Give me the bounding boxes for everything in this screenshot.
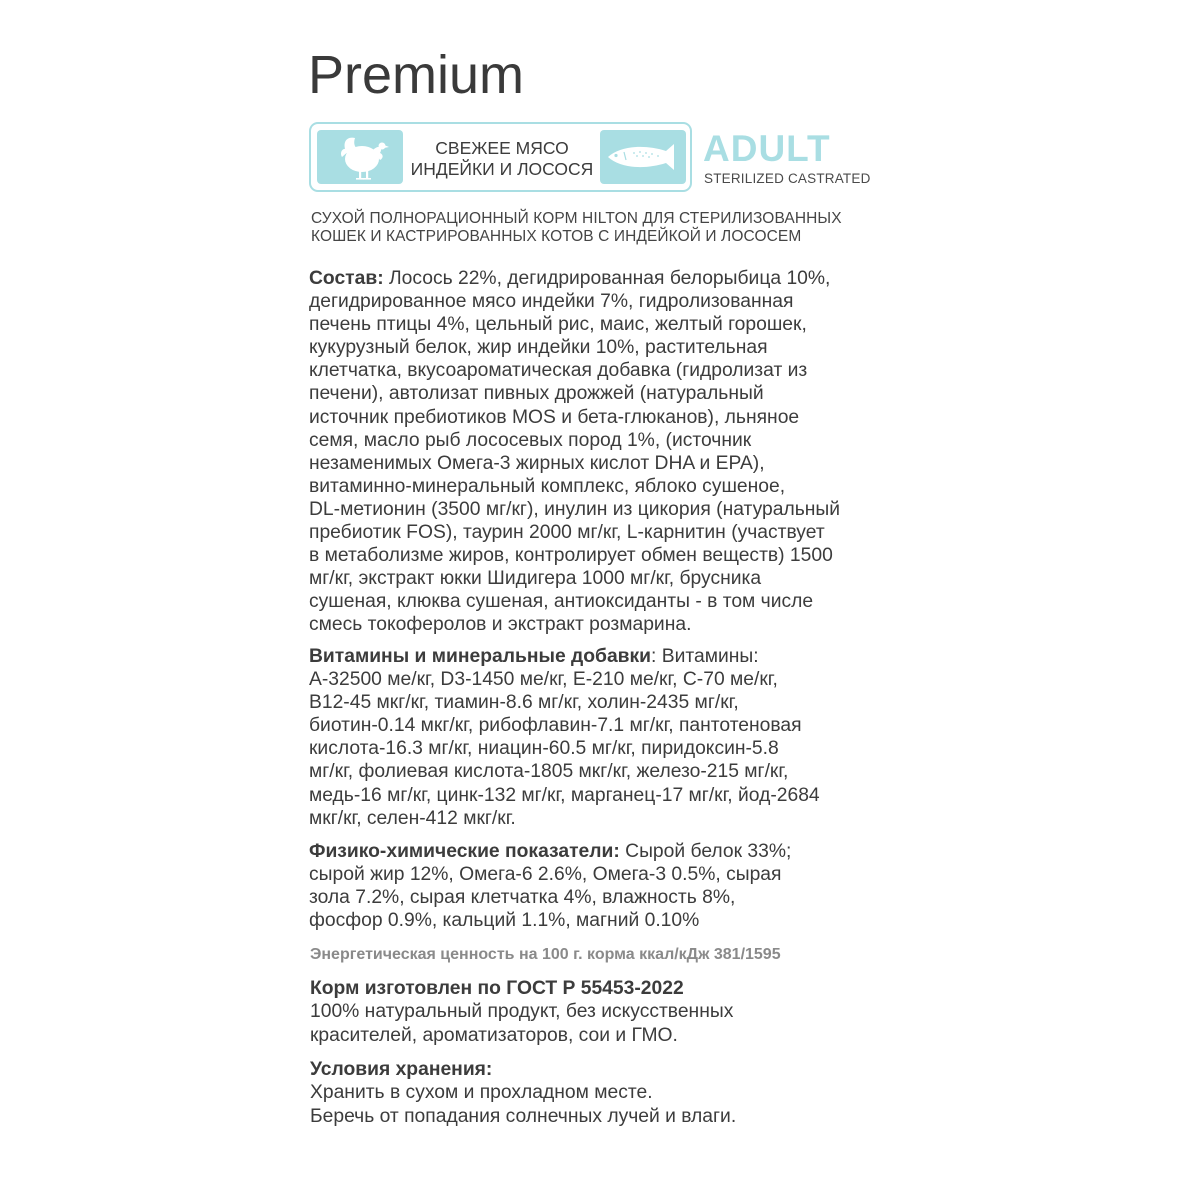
composition-line: в метаболизме жиров, контролирует обмен веществ) 1500 — [309, 545, 833, 567]
vitamins-line: биотин-0.14 мкг/кг, рибофлавин-7.1 мг/кг, пантотеновая — [309, 715, 802, 737]
physchem-section — [309, 840, 909, 932]
description-line: СУХОЙ ПОЛНОРАЦИОННЫЙ КОРМ HILTON ДЛЯ СТЕРИЛИЗОВАННЫХ — [311, 210, 842, 227]
composition-line: источник пребиотиков MOS и бета-глюканов), льняное — [309, 406, 800, 428]
gost-line: 100% натуральный продукт, без искусственных — [310, 1001, 734, 1022]
vitamins-line: В12-45 мкг/кг, тиамин-8.6 мг/кг, холин-2435 мг/кг, — [309, 692, 739, 714]
storage-heading: Условия хранения: — [310, 1059, 493, 1080]
composition-line: клетчатка, вкусоароматическая добавка (гидролизат из — [309, 360, 808, 382]
energy-value: Энергетическая ценность на 100 г. корма ккал/кДж 381/1595 — [310, 946, 781, 963]
composition-line: витаминно-минеральный комплекс, яблоко сушеное, — [309, 475, 786, 497]
physchem-text: Сырой белок 33%; — [619, 841, 792, 862]
composition-line: сушеная, клюква сушеная, антиоксиданты - в том числе — [309, 591, 814, 613]
vitamins-line: мкг/кг, селен-412 мкг/кг. — [309, 807, 516, 829]
storage-line: Хранить в сухом и прохладном месте. — [310, 1082, 653, 1103]
description-line: КОШЕК И КАСТРИРОВАННЫХ КОТОВ С ИНДЕЙКОЙ И ЛОСОСЕМ — [311, 228, 802, 245]
badge-text — [407, 138, 597, 180]
vitamins-line: мг/кг, фолиевая кислота-1805 мкг/кг, железо-215 мг/кг, — [309, 761, 789, 783]
salmon-icon — [600, 130, 686, 184]
brand-title: Premium — [308, 45, 525, 105]
composition-line: кукурузный белок, жир индейки 10%, растительная — [309, 337, 768, 359]
composition-line: семя, масло рыб лососевых пород 1%, (источник — [309, 429, 752, 451]
badge-line: ИНДЕЙКИ И ЛОСОСЯ — [410, 159, 594, 179]
vitamins-text: : Витамины: — [651, 646, 759, 667]
composition-line: печени), автолизат пивных дрожжей (натуральный — [309, 383, 764, 405]
adult-title: ADULT — [703, 128, 831, 169]
composition-text: Лосось 22%, дегидрированная белорыбица 10%, — [383, 268, 831, 289]
vitamins-section — [309, 645, 909, 830]
turkey-icon — [317, 130, 403, 184]
composition-line: мг/кг, экстракт юкки Шидигера 1000 мг/кг, брусника — [309, 568, 762, 590]
composition-line: пребиотик FOS), таурин 2000 мг/кг, L-карнитин (участвует — [309, 522, 825, 544]
storage-line: Беречь от попадания солнечных лучей и влаги. — [310, 1105, 737, 1127]
physchem-line: фосфор 0.9%, кальций 1.1%, магний 0.10% — [309, 910, 700, 932]
physchem-line: зола 7.2%, сырая клетчатка 4%, влажность 8%, — [309, 887, 736, 909]
composition-line: дегидрированное мясо индейки 7%, гидролизованная — [309, 291, 794, 313]
gost-line: красителей, ароматизаторов, сои и ГМО. — [310, 1024, 678, 1046]
badge-line: СВЕЖЕЕ МЯСО — [435, 138, 569, 158]
composition-line: незаменимых Омега-3 жирных кислот DHA и EPA), — [309, 452, 765, 474]
adult-subtitle: STERILIZED CASTRATED — [704, 171, 871, 186]
physchem-label: Физико-химические показатели: — [309, 841, 620, 862]
vitamins-label: Витамины и минеральные добавки — [309, 646, 652, 667]
physchem-first-line — [309, 840, 909, 863]
vitamins-first-line — [309, 645, 909, 668]
gost-heading: Корм изготовлен по ГОСТ Р 55453-2022 — [310, 978, 684, 999]
vitamins-line: А-32500 ме/кг, D3-1450 ме/кг, Е-210 ме/кг, С-70 ме/кг, — [309, 669, 778, 691]
composition-line: DL-метионин (3500 мг/кг), инулин из цикория (натуральный — [309, 498, 841, 520]
physchem-line: сырой жир 12%, Омега-6 2.6%, Омега-3 0.5%, сырая — [309, 864, 782, 886]
composition-section — [309, 267, 909, 637]
product-description — [311, 210, 911, 246]
ingredient-badge — [309, 122, 692, 192]
composition-line: смесь токоферолов и экстракт розмарина. — [309, 614, 692, 636]
vitamins-line: кислота-16.3 мг/кг, ниацин-60.5 мг/кг, пиридоксин-5.8 — [309, 738, 779, 760]
storage-text — [310, 1081, 736, 1128]
composition-label: Состав: — [309, 268, 384, 289]
composition-line: печень птицы 4%, цельный рис, маис, желтый горошек, — [309, 314, 807, 336]
composition-first-line — [309, 267, 909, 290]
vitamins-line: медь-16 мг/кг, цинк-132 мг/кг, марганец-17 мг/кг, йод-2684 — [309, 784, 820, 806]
gost-text — [310, 1000, 733, 1047]
